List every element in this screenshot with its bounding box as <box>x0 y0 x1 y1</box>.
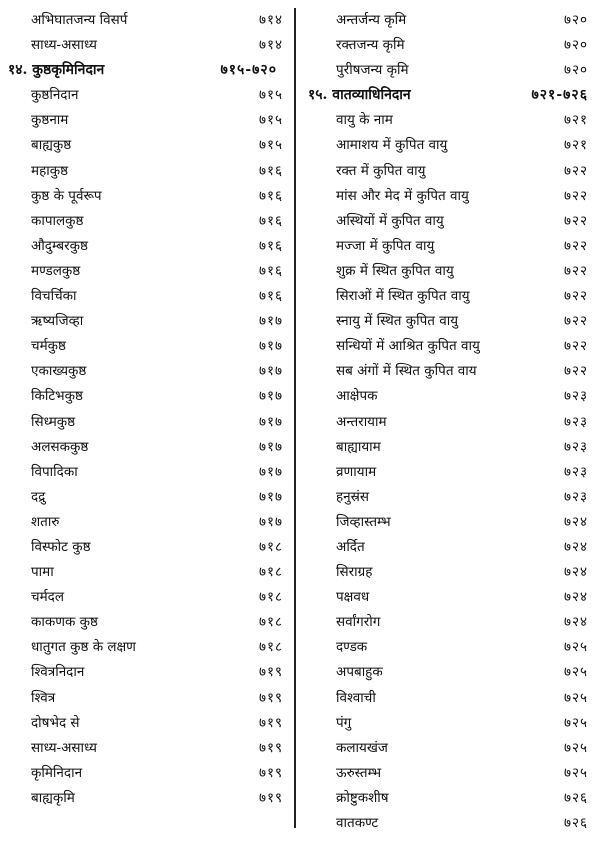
entry-title: बाह्यायाम <box>336 438 381 455</box>
index-entry <box>300 283 600 308</box>
entry-title: व्रणायाम <box>336 463 377 480</box>
index-entry <box>300 634 600 659</box>
index-entry <box>300 484 600 509</box>
entry-title: हनुस्रंस <box>336 488 370 505</box>
right-column <box>300 7 600 835</box>
entry-page-number: ७१७ <box>258 438 283 455</box>
index-entry <box>300 509 600 534</box>
index-entry <box>0 283 293 308</box>
entry-page-number: ७१७ <box>258 513 283 530</box>
index-entry <box>300 659 600 684</box>
index-entry <box>300 534 600 559</box>
index-entry <box>300 333 600 358</box>
index-entry <box>0 233 293 258</box>
entry-title: कृमिनिदान <box>31 764 83 781</box>
entry-page-number: ७२३ <box>563 463 588 480</box>
entry-title: श्वित्र <box>31 689 56 706</box>
index-entry <box>300 107 600 132</box>
index-entry <box>300 132 600 157</box>
index-entry <box>0 258 293 283</box>
index-entry <box>0 7 293 32</box>
index-entry <box>0 132 293 157</box>
entry-page-number: ७२३ <box>563 438 588 455</box>
entry-title: अपबाहुक <box>336 664 383 681</box>
entry-page-number: ७२२ <box>563 162 588 179</box>
index-entry <box>300 7 600 32</box>
entry-title: कापालकुष्ठ <box>31 212 84 229</box>
entry-title: मज्जा में कुपित वायु <box>336 237 435 254</box>
entry-page-number: ७२२ <box>563 212 588 229</box>
index-entry <box>0 710 293 735</box>
entry-title: दद्रु <box>31 488 46 505</box>
entry-title: सिराओं में स्थित कुपित वायु <box>336 288 470 305</box>
entry-page-number: ७२५ <box>563 639 588 656</box>
entry-title: सर्वांगरोग <box>336 614 381 631</box>
entry-title: ऊरुस्तम्भ <box>336 764 382 781</box>
index-entry <box>0 534 293 559</box>
entry-page-number: ७२५ <box>563 664 588 681</box>
entry-title: किटिभकुष्ठ <box>31 388 83 405</box>
entry-title: अभिघातजन्य विसर्प <box>31 12 128 28</box>
chapter-title: १५. वातव्याधिनिदान <box>308 87 411 104</box>
entry-page-number: ७२३ <box>563 488 588 505</box>
entry-page-number: ७१५ <box>258 137 283 154</box>
entry-title: आमाशय में कुपित वायु <box>336 137 448 154</box>
entry-page-number: ७२४ <box>563 513 588 530</box>
entry-page-number: ७२६ <box>563 789 588 806</box>
entry-title: कुष्ठ के पूर्वरूप <box>31 187 102 204</box>
entry-title: ऋष्यजिव्हा <box>31 313 84 330</box>
entry-page-number: ७२३ <box>563 413 588 430</box>
index-entry <box>300 584 600 609</box>
entry-title: विस्फोट कुष्ठ <box>31 538 91 555</box>
entry-page-number: ७२५ <box>563 714 588 731</box>
entry-title: शुक्र में स्थित कुपित वायु <box>336 262 454 279</box>
entry-page-number: ७१९ <box>258 714 283 731</box>
entry-page-number: ७१७ <box>258 363 283 380</box>
index-entry <box>300 434 600 459</box>
index-entry <box>300 358 600 383</box>
entry-page-number: ७२० <box>563 62 588 79</box>
entry-title: अर्दित <box>336 538 365 555</box>
entry-page-number: ७१८ <box>258 564 283 581</box>
entry-page-number: ७२४ <box>563 564 588 581</box>
entry-page-number: ७२२ <box>563 237 588 254</box>
index-entry <box>300 57 600 82</box>
entry-page-number: ७२५ <box>563 739 588 756</box>
index-entry <box>0 559 293 584</box>
entry-page-number: ७१५ <box>258 112 283 129</box>
index-entry <box>0 333 293 358</box>
index-entry <box>300 183 600 208</box>
entry-page-number: ७२४ <box>563 538 588 555</box>
entry-page-number: ७२१ <box>563 112 588 129</box>
entry-title: स्नायु में स्थित कुपित वायु <box>336 313 459 330</box>
index-entry <box>0 609 293 634</box>
index-entry <box>300 810 600 835</box>
entry-title: विपादिका <box>31 463 78 480</box>
entry-title: श्वित्रनिदान <box>31 664 85 681</box>
index-entry <box>0 434 293 459</box>
index-entry <box>300 685 600 710</box>
entry-page-number: ७१८ <box>258 589 283 606</box>
entry-page-number: ७२२ <box>563 338 588 355</box>
index-entry <box>0 208 293 233</box>
chapter-page-range: ७२१-७२६ <box>531 87 588 104</box>
entry-page-number: ७२४ <box>563 614 588 631</box>
index-entry <box>0 358 293 383</box>
entry-title: साध्य-असाध्य <box>31 739 97 756</box>
entry-page-number: ७१७ <box>258 388 283 405</box>
entry-page-number: ७१६ <box>258 237 283 254</box>
entry-title: सन्धियों में आश्रित कुपित वायु <box>336 338 480 355</box>
index-entry <box>300 735 600 760</box>
entry-page-number: ७२५ <box>563 764 588 781</box>
entry-title: साध्य-असाध्य <box>31 37 97 54</box>
entry-page-number: ७१७ <box>258 488 283 505</box>
entry-page-number: ७२१ <box>563 137 588 154</box>
index-entry <box>300 760 600 785</box>
entry-title: अस्थियों में कुपित वायु <box>336 212 444 229</box>
index-entry <box>300 308 600 333</box>
index-entry <box>300 32 600 57</box>
entry-page-number: ७१७ <box>258 313 283 330</box>
entry-title: वातकण्ट <box>336 815 379 831</box>
entry-page-number: ७१९ <box>258 689 283 706</box>
index-entry <box>0 760 293 785</box>
index-entry <box>0 735 293 760</box>
entry-title: विश्वाची <box>336 689 376 706</box>
entry-title: रक्त में कुपित वायु <box>336 162 426 179</box>
entry-page-number: ७१८ <box>258 538 283 555</box>
index-entry <box>0 484 293 509</box>
entry-page-number: ७१६ <box>258 288 283 305</box>
entry-page-number: ७१४ <box>258 12 283 28</box>
index-entry <box>300 609 600 634</box>
index-entry <box>0 584 293 609</box>
entry-title: मण्डलकुष्ठ <box>31 262 81 279</box>
index-entry <box>0 459 293 484</box>
entry-page-number: ७२२ <box>563 313 588 330</box>
entry-page-number: ७१५ <box>258 87 283 104</box>
index-entry <box>0 308 293 333</box>
index-entry <box>300 233 600 258</box>
entry-page-number: ७१७ <box>258 338 283 355</box>
entry-page-number: ७२५ <box>563 689 588 706</box>
chapter-heading <box>0 57 293 82</box>
entry-page-number: ७१९ <box>258 789 283 806</box>
entry-page-number: ७१८ <box>258 614 283 631</box>
index-entry <box>0 785 293 810</box>
entry-title: पंगु <box>336 714 352 731</box>
entry-title: महाकुष्ठ <box>31 162 69 179</box>
entry-page-number: ७१९ <box>258 664 283 681</box>
entry-title: अन्तर्जन्य कृमि <box>336 12 407 28</box>
entry-page-number: ७२२ <box>563 187 588 204</box>
index-entry <box>300 258 600 283</box>
entry-title: दण्डक <box>336 639 368 656</box>
index-entry <box>0 107 293 132</box>
entry-page-number: ७२२ <box>563 288 588 305</box>
entry-page-number: ७२० <box>563 37 588 54</box>
entry-title: रक्तजन्य कृमि <box>336 37 405 54</box>
entry-title: चर्मकुष्ठ <box>31 338 66 355</box>
entry-title: बाह्यकुष्ठ <box>31 137 72 154</box>
entry-page-number: ७१६ <box>258 262 283 279</box>
chapter-page-range: ७१५-७२० <box>220 62 277 79</box>
index-entry <box>300 158 600 183</box>
entry-page-number: ७१६ <box>258 162 283 179</box>
index-entry <box>0 634 293 659</box>
chapter-title: १४. कुष्ठकृमिनिदान <box>8 62 105 79</box>
entry-page-number: ७१४ <box>258 37 283 54</box>
index-entry <box>0 158 293 183</box>
entry-title: मांस और मेद में कुपित वायु <box>336 187 469 204</box>
entry-page-number: ७२४ <box>563 589 588 606</box>
entry-page-number: ७२२ <box>563 363 588 380</box>
entry-title: पक्षवध <box>336 589 370 606</box>
entry-page-number: ७२३ <box>563 388 588 405</box>
index-entry <box>0 82 293 107</box>
entry-title: सिराग्रह <box>336 564 373 581</box>
index-entry <box>0 183 293 208</box>
entry-title: क्रोष्टुकशीष <box>336 789 389 806</box>
index-entry <box>300 459 600 484</box>
index-entry <box>300 710 600 735</box>
entry-title: शतारु <box>31 513 60 530</box>
entry-page-number: ७१९ <box>258 739 283 756</box>
index-entry <box>0 685 293 710</box>
entry-title: अलसककुष्ठ <box>31 438 89 455</box>
entry-page-number: ७२० <box>563 12 588 28</box>
index-entry <box>300 785 600 810</box>
entry-title: जिव्हास्तम्भ <box>336 513 391 530</box>
entry-title: विचर्चिका <box>31 288 77 305</box>
entry-title: कुष्ठनिदान <box>31 87 79 104</box>
entry-page-number: ७१९ <box>258 764 283 781</box>
entry-page-number: ७१७ <box>258 413 283 430</box>
entry-title: वायु के नाम <box>336 112 393 129</box>
entry-title: दोषभेद से <box>31 714 80 731</box>
index-entry <box>0 509 293 534</box>
entry-title: आक्षेपक <box>336 388 378 405</box>
index-entry <box>300 559 600 584</box>
left-column <box>0 7 293 810</box>
entry-title: पुरीषजन्य कृमि <box>336 62 409 79</box>
entry-title: कुष्ठनाम <box>31 112 69 129</box>
index-entry <box>300 409 600 434</box>
chapter-heading <box>300 82 600 107</box>
entry-page-number: ७१६ <box>258 187 283 204</box>
entry-title: चर्मदल <box>31 589 64 606</box>
entry-title: औदुम्बरकुष्ठ <box>31 237 88 254</box>
index-entry <box>0 383 293 408</box>
entry-page-number: ७१७ <box>258 463 283 480</box>
entry-title: बाह्यकृमि <box>31 789 75 806</box>
entry-title: काकणक कुष्ठ <box>31 614 98 631</box>
entry-title: सिध्मकुष्ठ <box>31 413 76 430</box>
entry-title: पामा <box>31 564 54 581</box>
index-entry <box>0 409 293 434</box>
entry-title: अन्तरायाम <box>336 413 387 430</box>
entry-title: एकाख्यकुष्ठ <box>31 363 87 380</box>
index-entry <box>0 32 293 57</box>
entry-title: धातुगत कुष्ठ के लक्षण <box>31 639 136 656</box>
entry-title: सब अंगों में स्थित कुपित वाय <box>336 363 477 380</box>
index-entry <box>300 208 600 233</box>
entry-page-number: ७२२ <box>563 262 588 279</box>
entry-page-number: ७१८ <box>258 639 283 656</box>
entry-page-number: ७१६ <box>258 212 283 229</box>
index-entry <box>300 383 600 408</box>
index-entry <box>0 659 293 684</box>
entry-page-number: ७२६ <box>563 815 588 831</box>
entry-title: कलायखंज <box>336 739 388 756</box>
column-divider <box>294 8 296 828</box>
